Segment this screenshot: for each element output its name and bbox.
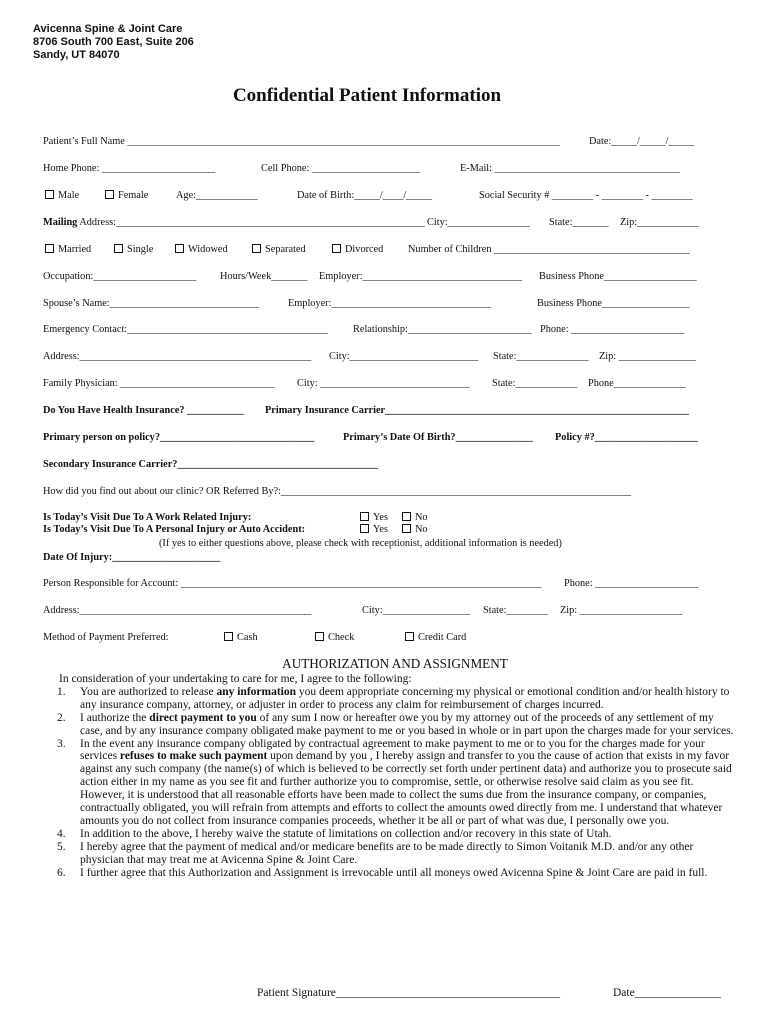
age-field[interactable]: Age:____________ xyxy=(176,190,258,201)
primary-insurance-carrier-field[interactable]: Primary Insurance Carrier___________________________________________________________ xyxy=(265,405,689,416)
check-checkbox[interactable] xyxy=(315,632,324,641)
receptionist-note: (If yes to either questions above, please check with receptionist, additional information is needed) xyxy=(159,538,562,549)
referral-source-field[interactable]: How did you find out about our clinic? OR Referred By?:____________________________________________________________________ xyxy=(43,486,632,497)
responsible-zip-field[interactable]: Zip: ____________________ xyxy=(560,605,683,616)
separated-option[interactable]: Separated xyxy=(252,243,306,256)
date-field[interactable]: Date:_____/_____/_____ xyxy=(589,136,695,147)
mailing-city-field[interactable]: City:________________ xyxy=(427,217,530,228)
work-injury-yes-checkbox[interactable] xyxy=(360,512,369,521)
payment-check-option[interactable]: Check xyxy=(315,631,354,644)
patient-signature-field[interactable]: Patient Signature_______________________________________ xyxy=(257,987,561,999)
form-title: Confidential Patient Information xyxy=(232,85,502,106)
physician-city-field[interactable]: City: _____________________________ xyxy=(297,378,470,389)
emergency-phone-field[interactable]: Phone: ______________________ xyxy=(540,324,685,335)
email-field[interactable]: E-Mail: ____________________________________ xyxy=(460,163,680,174)
personal-injury-label: Is Today’s Visit Due To A Personal Injury or Auto Accident: xyxy=(43,524,306,535)
authorization-item-5: 5. I hereby agree that the payment of medical and/or medicare benefits are to be made directly to Simon Voitanik M.D. and/or any other physician that may treat me at Avicenna Spine & Joint Care. xyxy=(57,840,694,866)
cell-phone-field[interactable]: Cell Phone: _____________________ xyxy=(261,163,421,174)
primary-date-of-birth-field[interactable]: Primary’s Date Of Birth?_______________ xyxy=(343,432,533,443)
mailing-zip-field[interactable]: Zip:____________ xyxy=(620,217,699,228)
authorization-item-1: 1. You are authorized to release any information you deem appropriate concerning my physical or emotional condition and/or health history to any insurance company, attorney, or adjuster in order to process any claim for reimbursement of charges incurred. xyxy=(57,685,730,711)
emergency-city-field[interactable]: City:_________________________ xyxy=(329,351,479,362)
authorization-item-4: 4. In addition to the above, I hereby waive the statute of limitations on collection and/or recovery in this state of Utah. xyxy=(57,827,612,840)
person-responsible-field[interactable]: Person Responsible for Account: ______________________________________________________________________ xyxy=(43,578,542,589)
female-checkbox[interactable] xyxy=(105,190,114,199)
signature-date-field[interactable]: Date_______________ xyxy=(613,987,721,999)
emergency-zip-field[interactable]: Zip: _______________ xyxy=(599,351,696,362)
work-injury-label: Is Today’s Visit Due To A Work Related Injury: xyxy=(43,512,252,523)
mailing-state-field[interactable]: State:_______ xyxy=(549,217,609,228)
widowed-checkbox[interactable] xyxy=(175,244,184,253)
responsible-address-field[interactable]: Address:_____________________________________________ xyxy=(43,605,312,616)
business-phone-field[interactable]: Business Phone__________________ xyxy=(539,271,697,282)
relationship-field[interactable]: Relationship:________________________ xyxy=(353,324,532,335)
primary-person-on-policy-field[interactable]: Primary person on policy?______________________________ xyxy=(43,432,315,443)
clinic-address-line1: 8706 South 700 East, Suite 206 xyxy=(33,36,194,49)
ssn-field[interactable]: Social Security # ________ - ________ - ________ xyxy=(479,190,693,201)
policy-number-field[interactable]: Policy #?____________________ xyxy=(555,432,698,443)
payment-method-label: Method of Payment Preferred: xyxy=(43,632,169,643)
divorced-option[interactable]: Divorced xyxy=(332,243,383,256)
secondary-insurance-carrier-field[interactable]: Secondary Insurance Carrier?_______________________________________ xyxy=(43,459,379,470)
clinic-address-line2: Sandy, UT 84070 xyxy=(33,49,120,62)
date-of-birth-field[interactable]: Date of Birth:_____/____/_____ xyxy=(297,190,432,201)
responsible-phone-field[interactable]: Phone: ____________________ xyxy=(564,578,699,589)
married-option[interactable]: Married xyxy=(45,243,91,256)
widowed-option[interactable]: Widowed xyxy=(175,243,228,256)
credit-card-checkbox[interactable] xyxy=(405,632,414,641)
number-of-children-field[interactable]: Number of Children ______________________________________ xyxy=(408,244,690,255)
emergency-address-field[interactable]: Address:_____________________________________________ xyxy=(43,351,312,362)
single-option[interactable]: Single xyxy=(114,243,153,256)
authorization-item-3: 3. In the event any insurance company obligated by contractual agreement to make payment to me or to you for the charges made for your services refuses to make such payment upon demand by you , I hereby assign and transfer to you the cause of action that exists in my favor against any such company (the name(s) of which is believed to be correctly set forth under pertinent data) and authorize you to prosecute said action either in my name as you see fit and further authorize you to compromise, settle, or otherwise resolve said claim as you see fit. However, it is understood that all reasonable efforts have been made to collect the sums due from the insurance company, or companies, contractually obligated, you will refrain from attempts and efforts to collect the amounts owed directly from me. I understand that whatever amounts you do not collect from insurance companies proceeds, whether it be all or part of what was due, I personally owe you. xyxy=(57,737,732,827)
personal-injury-no[interactable]: No xyxy=(402,523,428,536)
employer-field[interactable]: Employer:_______________________________ xyxy=(319,271,523,282)
personal-injury-yes[interactable]: Yes xyxy=(360,523,388,536)
authorization-body xyxy=(59,673,739,880)
clinic-header xyxy=(33,23,194,63)
personal-injury-no-checkbox[interactable] xyxy=(402,524,411,533)
payment-credit-card-option[interactable]: Credit Card xyxy=(405,631,466,644)
patient-full-name-field[interactable]: Patient’s Full Name ____________________________________________________________________________________ xyxy=(43,136,560,147)
date-of-injury-field[interactable]: Date Of Injury:_____________________ xyxy=(43,552,221,563)
responsible-state-field[interactable]: State:________ xyxy=(483,605,548,616)
work-injury-yes[interactable]: Yes xyxy=(360,511,388,524)
family-physician-field[interactable]: Family Physician: ______________________________ xyxy=(43,378,275,389)
authorization-item-2: 2. I authorize the direct payment to you of any sum I now or hereafter owe you by my attorney out of the proceeds of any settlement of my case, and by any insurance company obligated make payment to me or you based in whole or in part upon the charges made for your services. xyxy=(57,711,734,737)
payment-cash-option[interactable]: Cash xyxy=(224,631,258,644)
has-health-insurance-field[interactable]: Do You Have Health Insurance? ___________ xyxy=(43,405,244,416)
work-injury-no[interactable]: No xyxy=(402,511,428,524)
occupation-field[interactable]: Occupation:____________________ xyxy=(43,271,197,282)
physician-phone-field[interactable]: Phone______________ xyxy=(588,378,686,389)
mailing-address-field[interactable]: Mailing Address:____________________________________________________________ xyxy=(43,217,425,228)
emergency-state-field[interactable]: State:______________ xyxy=(493,351,589,362)
female-option[interactable]: Female xyxy=(105,189,148,202)
spouse-employer-field[interactable]: Employer:_______________________________ xyxy=(288,298,492,309)
spouse-name-field[interactable]: Spouse’s Name:_____________________________ xyxy=(43,298,259,309)
authorization-intro: In consideration of your undertaking to care for me, I agree to the following: xyxy=(59,673,412,685)
emergency-contact-field[interactable]: Emergency Contact:_______________________________________ xyxy=(43,324,328,335)
physician-state-field[interactable]: State:____________ xyxy=(492,378,578,389)
responsible-city-field[interactable]: City:_________________ xyxy=(362,605,471,616)
hours-week-field[interactable]: Hours/Week_______ xyxy=(220,271,308,282)
male-checkbox[interactable] xyxy=(45,190,54,199)
clinic-name: Avicenna Spine & Joint Care xyxy=(33,23,183,35)
home-phone-field[interactable]: Home Phone: ______________________ xyxy=(43,163,216,174)
single-checkbox[interactable] xyxy=(114,244,123,253)
authorization-item-6: 6. I further agree that this Authorization and Assignment is irrevocable until all moneys owed Avicenna Spine & Joint Care are paid in full. xyxy=(57,866,708,879)
male-option[interactable]: Male xyxy=(45,189,79,202)
cash-checkbox[interactable] xyxy=(224,632,233,641)
married-checkbox[interactable] xyxy=(45,244,54,253)
separated-checkbox[interactable] xyxy=(252,244,261,253)
authorization-title: AUTHORIZATION AND ASSIGNMENT xyxy=(282,656,508,671)
work-injury-no-checkbox[interactable] xyxy=(402,512,411,521)
personal-injury-yes-checkbox[interactable] xyxy=(360,524,369,533)
spouse-business-phone-field[interactable]: Business Phone_________________ xyxy=(537,298,690,309)
divorced-checkbox[interactable] xyxy=(332,244,341,253)
